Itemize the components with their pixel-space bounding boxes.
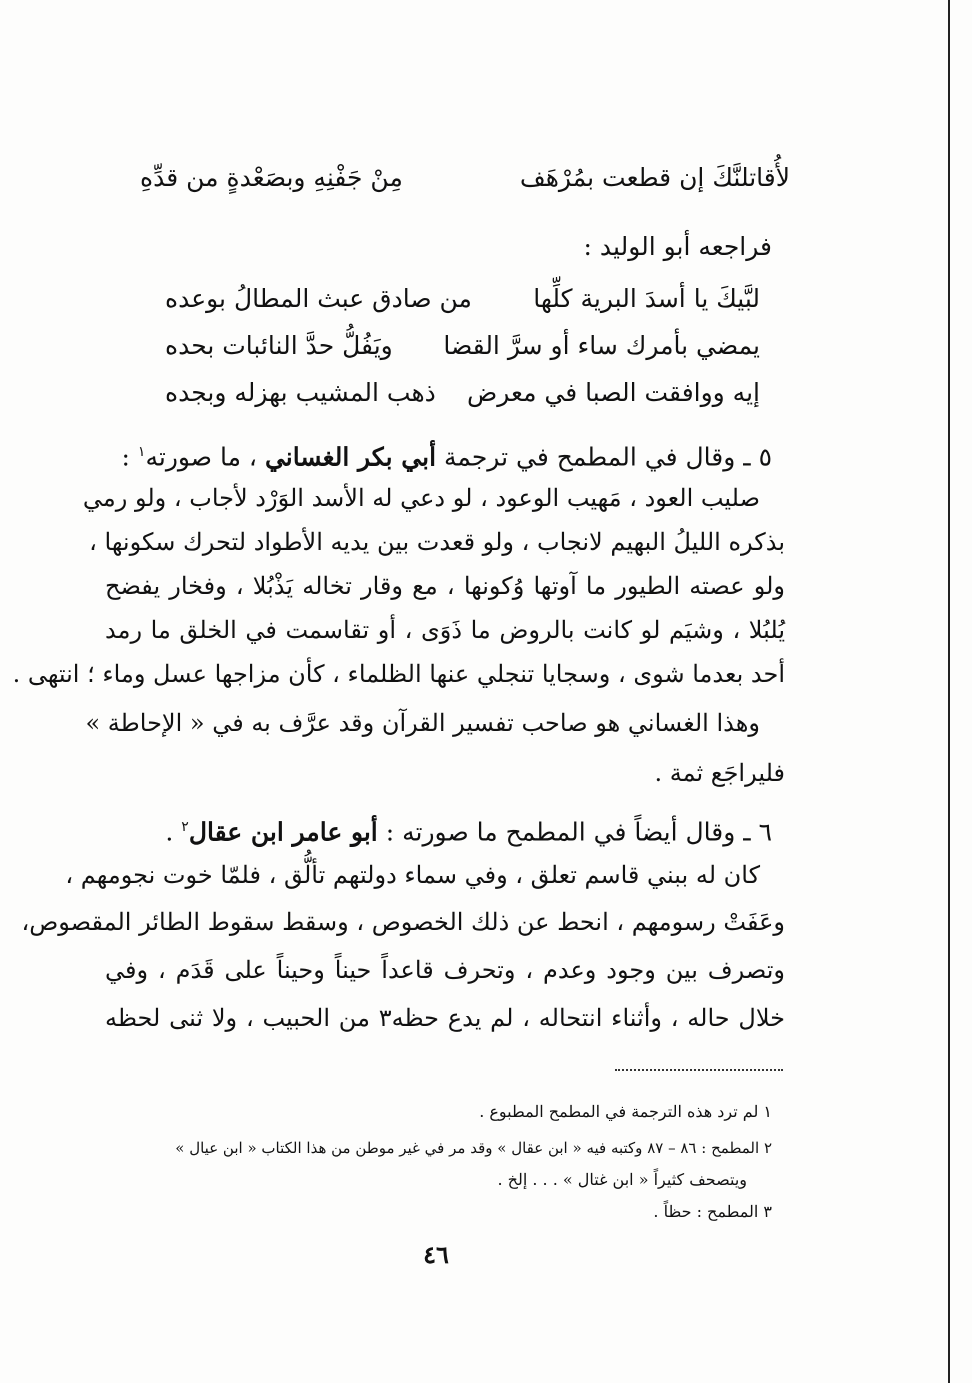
section-6-line-3: وتصرف بين وجود وعدم ، وتحرف قاعداً حيناً وحيناً على قَدَم ، وفي bbox=[105, 956, 785, 984]
footnote-ref-2: ٢ bbox=[181, 819, 189, 835]
page-number: ٤٦ bbox=[423, 1240, 449, 1269]
verse-top bbox=[140, 158, 790, 198]
poem-intro: فراجعه أبو الوليد : bbox=[583, 232, 772, 261]
section-5-line-5: أحد بعدما شوى ، وسجايا تنجلي عنها الظلماء ، كأن مزاجها عسل وماء ؛ انتهى . bbox=[12, 660, 785, 688]
section-5-tail: ، ما صورته bbox=[145, 442, 258, 472]
section-6-end: . bbox=[165, 817, 174, 847]
section-6-name: أبو عامر ابن عقال bbox=[188, 817, 378, 847]
section-6-line-4: خلال حاله ، وأثناء انتحاله ، لم يدع حظه٣ من الحبيب ، ولا ثنى لحظه bbox=[105, 1004, 785, 1032]
section-5-line-3: ولو عصته الطيور ما آوتها وُكونها ، مع وقار تخاله يَذْبُلا ، وفخار يفضح bbox=[105, 572, 785, 600]
poem-line-1-hemistich-1: لبَّيكَ يا أسدَ البرية كلِّها bbox=[533, 284, 760, 313]
section-5-comment-1: وهذا الغساني هو صاحب تفسير القرآن وقد عرَّف به في « الإحاطة » bbox=[85, 709, 760, 737]
poem-line-3-hemistich-2: ذهب المشيب بهزله وبجده bbox=[165, 378, 436, 407]
section-5-heading bbox=[122, 432, 772, 477]
verse-top-hemistich-2: مِنْ جَفْنِهِ وبصَعْدةٍ من قدِّهِ bbox=[140, 163, 403, 192]
section-5-line-4: يُلبُلا ، وشيَم لو كانت بالروض ما ذَوَى ، أو تقاسمت في الخلق ما رمد bbox=[105, 616, 785, 644]
poem-line-2-hemistich-2: ويَفُلُّ حدَّ النائبات بحده bbox=[165, 331, 393, 360]
section-5-comment-2: فليراجَع ثمة . bbox=[654, 759, 785, 787]
poem-line-2-hemistich-1: يمضي بأمرك ساء أو سرَّ القضا bbox=[443, 331, 760, 360]
poem-line-1-hemistich-2: من صادق عبث المطالُ بوعده bbox=[165, 284, 472, 313]
footnote-2-cont: ويتصحف كثيراً « ابن غتال » . . . إلخ . bbox=[497, 1170, 747, 1189]
footnote-3: ٣ المطمح : حظاً . bbox=[653, 1202, 772, 1221]
page-binding-edge bbox=[948, 0, 950, 1383]
section-6-heading bbox=[165, 807, 772, 852]
section-5-lead: وقال في المطمح في ترجمة bbox=[443, 442, 736, 472]
footnote-2: ٢ المطمح : ٨٦ – ٨٧ وكتبه فيه « ابن عقال » وقد مر في غير موطن من هذا الكتاب « ابن عيال » bbox=[175, 1139, 772, 1157]
section-6-lead: وقال أيضاً في المطمح ما صورته : bbox=[385, 817, 736, 847]
section-6-number: ٦ ـ bbox=[743, 817, 772, 847]
footnote-ref-1: ١ bbox=[137, 444, 146, 460]
footnote-separator bbox=[615, 1069, 783, 1071]
section-5-number: ٥ ـ bbox=[743, 442, 772, 472]
poem-line-1 bbox=[165, 279, 760, 319]
footnote-1: ١ لم ترد هذه الترجمة في المطمح المطبوع . bbox=[479, 1102, 772, 1121]
section-6-line-2: وعَفَتْ رسومهم ، انحط عن ذلك الخصوص ، وسقط سقوط الطائر المقصوص، bbox=[21, 908, 785, 936]
section-6-line-1: كان له ببني قاسم تعلق ، وفي سماء دولتهم تألُّق ، فلمّا خوت نجومهم ، bbox=[65, 861, 760, 889]
section-5-line-2: بذكره الليلُ البهيم لانجاب ، ولو قعدت بين يديه الأطواد لتحرك سكونها ، bbox=[89, 528, 785, 556]
verse-top-hemistich-1: لأُقاتلنَّكَ إن قطعت بمُرْهَف bbox=[519, 163, 790, 192]
poem-line-3 bbox=[165, 373, 760, 413]
poem-line-3-hemistich-1: إيه ووافقت الصبا في معرض bbox=[467, 378, 760, 407]
section-5-colon: : bbox=[121, 442, 130, 472]
section-5-line-1: صليب العود ، مَهيب الوعود ، لو دعي له الأسد الوَرْد لأجاب ، ولو رمي bbox=[82, 484, 760, 512]
poem-line-2 bbox=[165, 326, 760, 366]
section-5-name: أبي بكر الغساني bbox=[264, 442, 437, 472]
